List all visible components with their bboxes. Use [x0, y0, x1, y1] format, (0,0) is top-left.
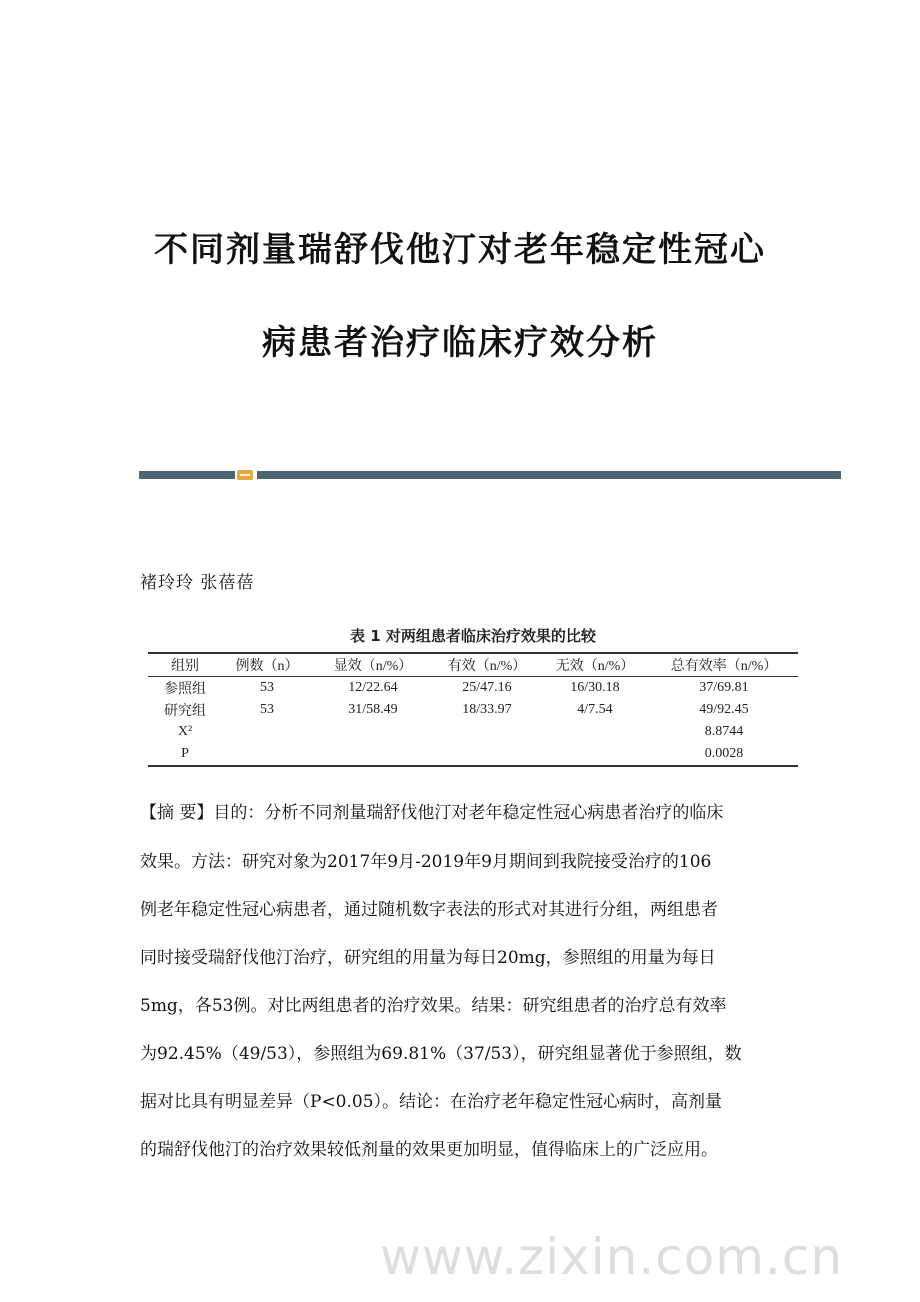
table-cell [312, 743, 434, 766]
table-cell: 31/58.49 [348, 702, 398, 717]
table-cell [540, 721, 650, 743]
table-header-cell: 无效（n/%） [555, 659, 635, 674]
table-header-cell: 总有效率（n/%） [670, 659, 778, 674]
table-header-cell: 例数（n） [235, 659, 299, 674]
table-cell [222, 743, 312, 766]
table-cell [312, 721, 434, 743]
divider-bar-right [257, 471, 841, 479]
table-cell: 4/7.54 [577, 702, 613, 717]
abstract-line: 同时接受瑞舒伐他汀治疗，研究组的用量为每日20mg，参照组的用量为每日 [140, 948, 716, 968]
table-cell: 25/47.16 [462, 680, 512, 695]
table-header-cell: 显效（n/%） [333, 659, 413, 674]
table-cell: 53 [260, 680, 274, 695]
table-row [148, 699, 798, 721]
abstract-line: 的瑞舒伐他汀的治疗效果较低剂量的效果更加明显，值得临床上的广泛应用。 [140, 1140, 718, 1160]
table-row [148, 721, 798, 743]
abstract-line: 例老年稳定性冠心病患者，通过随机数字表法的形式对其进行分组，两组患者 [140, 900, 718, 920]
table-cell: 16/30.18 [570, 680, 620, 695]
table-header-cell: 有效（n/%） [447, 659, 527, 674]
title-line-2: 病患者治疗临床疗效分析 [262, 323, 658, 363]
divider-bar-left [139, 471, 235, 479]
envelope-icon [237, 470, 253, 480]
watermark: www.zixin.com.cn [380, 1228, 844, 1286]
table-header-cell: 组别 [171, 659, 199, 674]
authors: 褚玲玲 张蓓蓓 [140, 573, 255, 593]
table-cell [434, 743, 540, 766]
table-cell: P [181, 746, 189, 761]
table-cell: 49/92.45 [699, 702, 749, 717]
abstract-line: 【摘 要】目的：分析不同剂量瑞舒伐他汀对老年稳定性冠心病患者治疗的临床 [140, 803, 724, 823]
table-cell: 8.8744 [704, 724, 744, 739]
table-cell: 18/33.97 [462, 702, 512, 717]
table-cell: 37/69.81 [699, 680, 749, 695]
abstract-line: 效果。方法：研究对象为2017年9月-2019年9月期间到我院接受治疗的106 [140, 852, 712, 872]
table-row [148, 677, 798, 700]
table-cell [540, 743, 650, 766]
table-cell [222, 721, 312, 743]
abstract-line: 5mg，各53例。对比两组患者的治疗效果。结果：研究组患者的治疗总有效率 [140, 996, 727, 1016]
results-table [148, 652, 798, 767]
table-cell: X² [177, 724, 193, 739]
abstract-line: 为92.45%（49/53），参照组为69.81%（37/53），研究组显著优于参照组，数 [140, 1044, 742, 1064]
table-row [148, 743, 798, 766]
abstract-line: 据对比具有明显差异（P<0.05）。结论：在治疗老年稳定性冠心病时，高剂量 [140, 1092, 723, 1112]
table-cell: 研究组 [164, 704, 206, 719]
table-cell: 12/22.64 [348, 680, 398, 695]
table-caption: 表 1 对两组患者临床治疗效果的比较 [350, 627, 596, 645]
title-line-1: 不同剂量瑞舒伐他汀对老年稳定性冠心 [154, 230, 766, 270]
table-header-row [148, 653, 798, 677]
table-cell: 53 [260, 702, 274, 717]
table-cell: 0.0028 [704, 746, 744, 761]
table-cell: 参照组 [164, 682, 206, 697]
table-cell [434, 721, 540, 743]
